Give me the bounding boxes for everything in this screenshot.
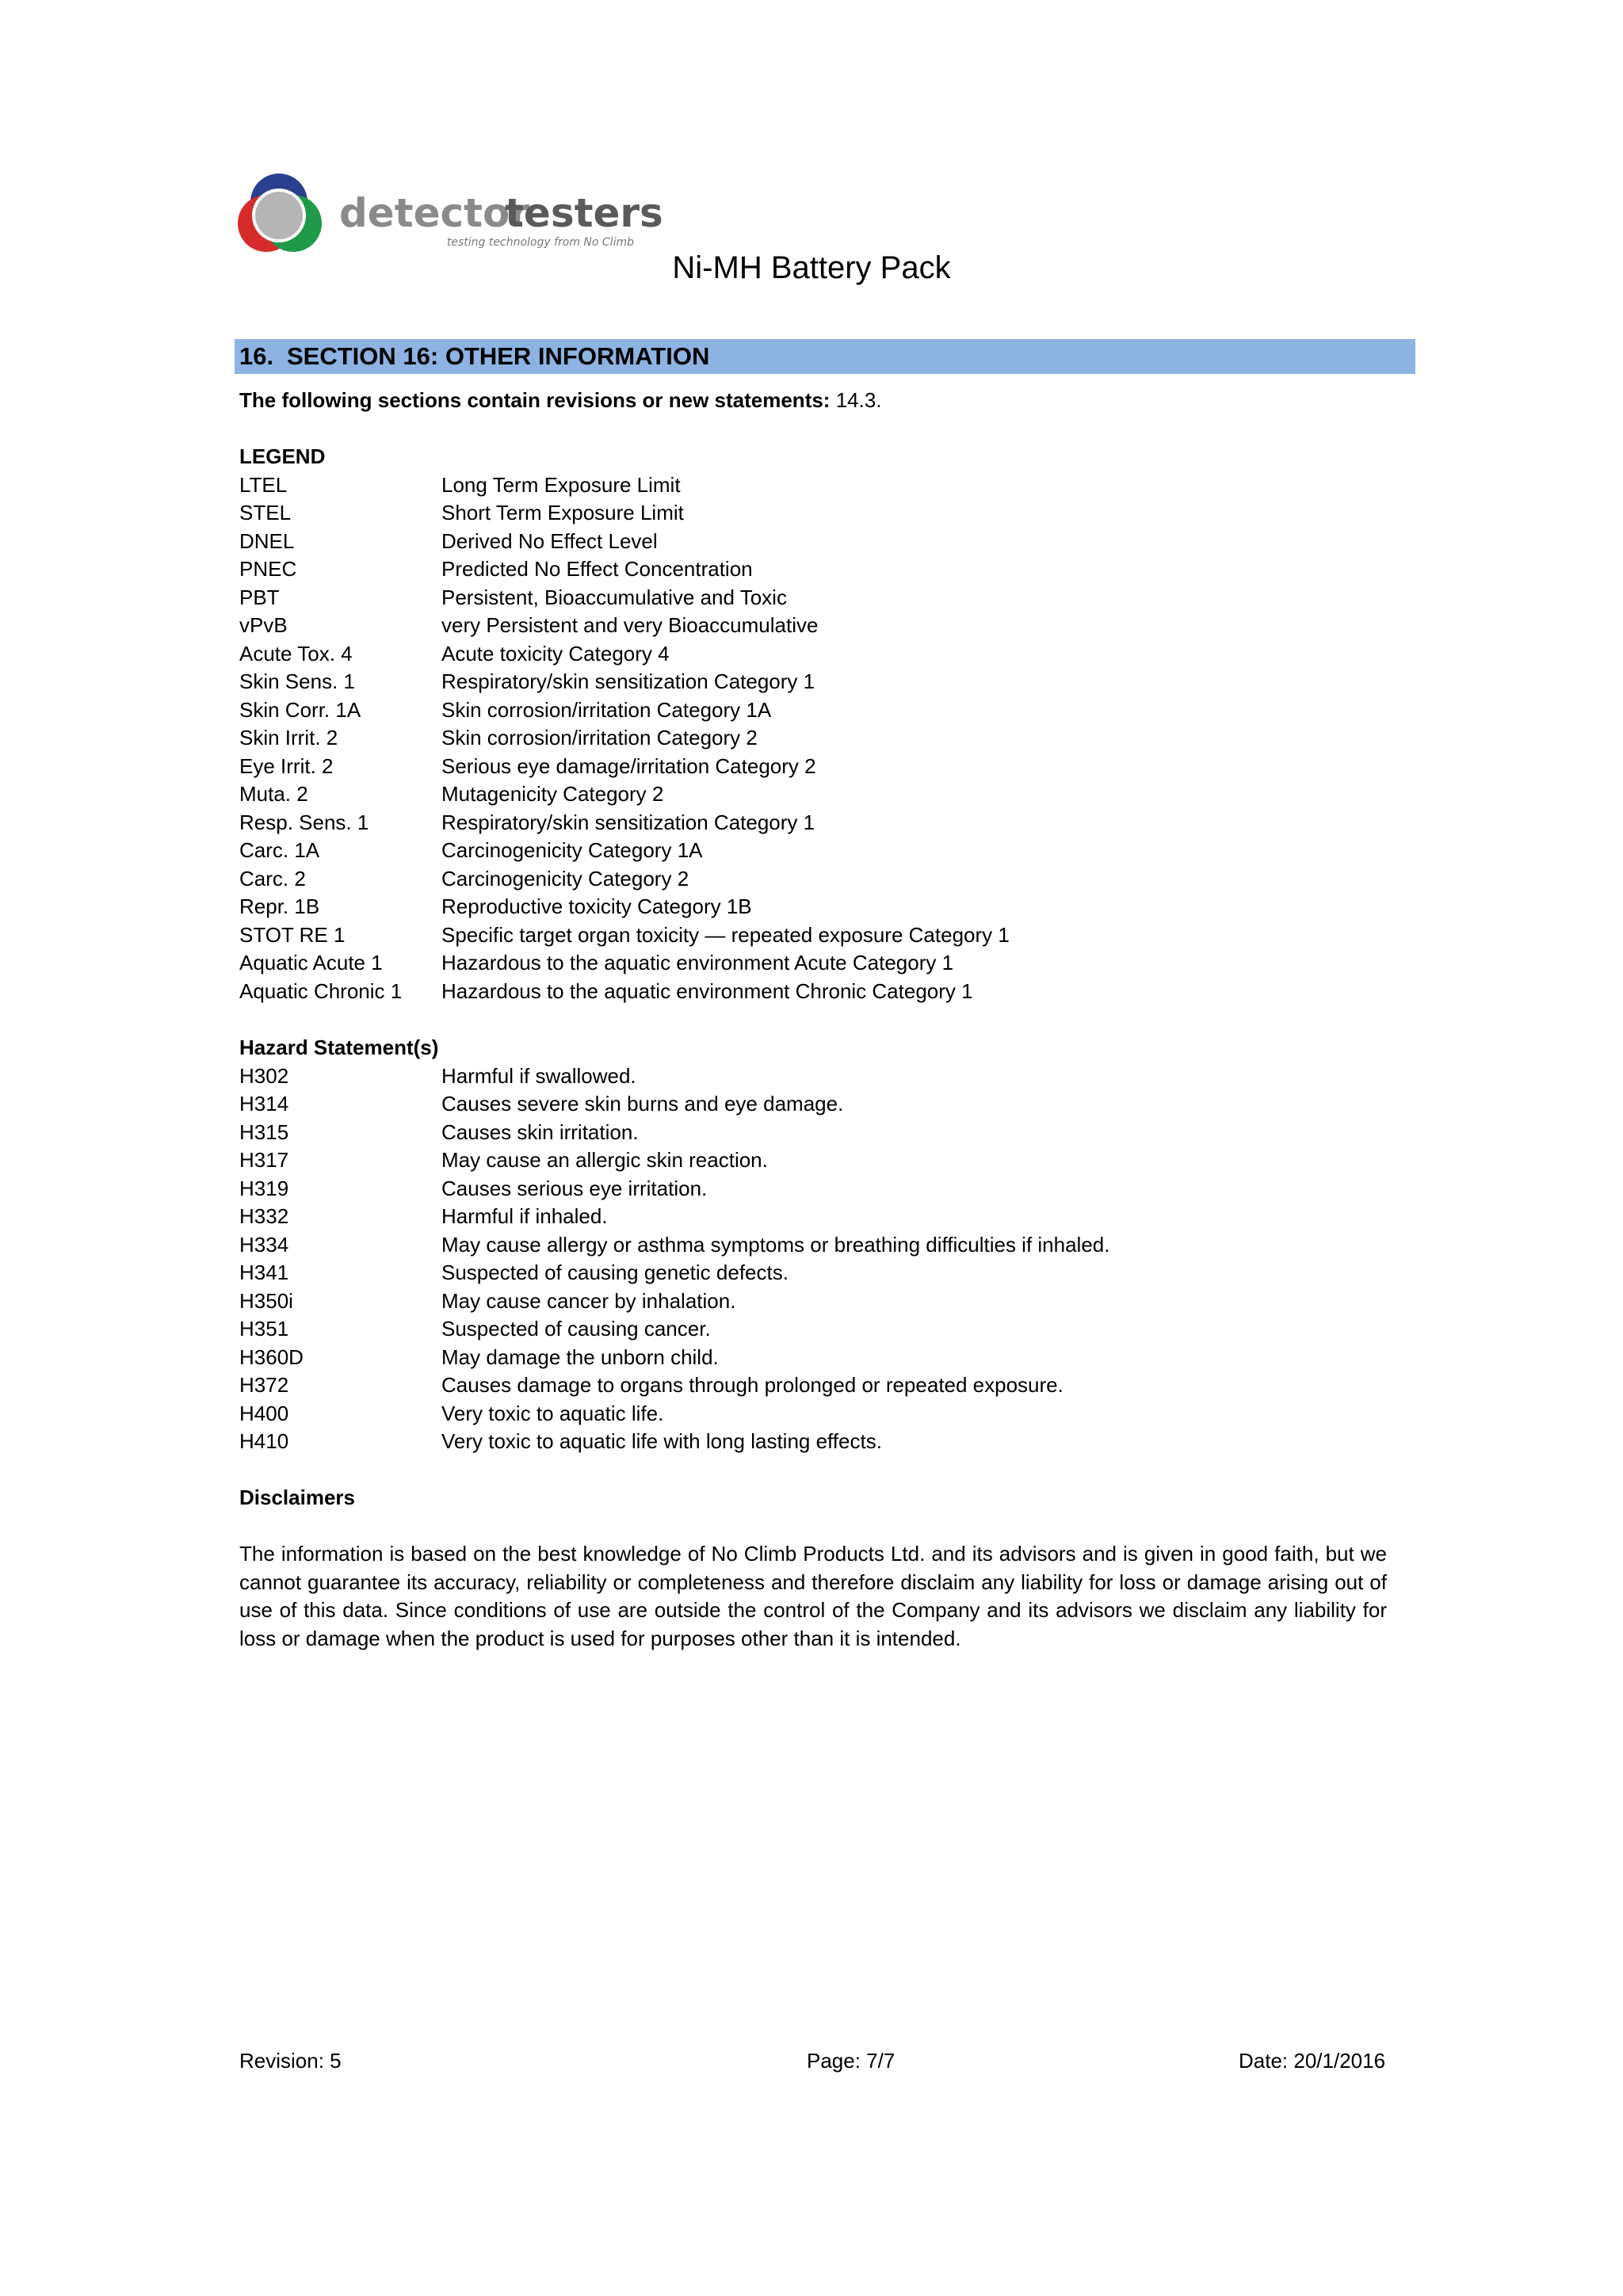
- legend-row-description: Respiratory/skin sensitization Category 1: [441, 810, 815, 834]
- hazard-row: [239, 1146, 1388, 1175]
- hazard-row-code: H372: [239, 1373, 289, 1397]
- hazard-row-description: Causes serious eye irritation.: [441, 1176, 708, 1200]
- hazard-row-code: H410: [239, 1429, 289, 1453]
- legend-row-description: Derived No Effect Level: [441, 528, 658, 553]
- legend-row-description: Hazardous to the aquatic environment Acute Category 1: [441, 951, 954, 974]
- brand-logo: [238, 168, 666, 255]
- legend-row-code: Carc. 1A: [239, 838, 320, 862]
- brand-tagline: testing technology from No Climb: [446, 236, 634, 249]
- legend-row: [239, 949, 1388, 978]
- legend-row: [239, 865, 1388, 894]
- legend-row-code: Acute Tox. 4: [239, 641, 353, 666]
- hazard-row: [239, 1090, 1388, 1119]
- hazard-row: [239, 1400, 1388, 1428]
- legend-row: [239, 696, 1388, 725]
- disclaimers-heading: Disclaimers: [239, 1486, 355, 1509]
- legend-row: [239, 893, 1388, 921]
- section-header: [235, 339, 1415, 374]
- hazard-row-description: May damage the unborn child.: [441, 1344, 719, 1369]
- section-number: 16.: [239, 342, 274, 370]
- brand-name-part2: testers: [505, 190, 663, 236]
- hazard-row-code: H315: [239, 1119, 289, 1144]
- hazard-row-description: Harmful if inhaled.: [441, 1204, 608, 1228]
- hazard-row-description: May cause an allergic skin reaction.: [441, 1148, 768, 1172]
- hazard-heading: Hazard Statement(s): [239, 1035, 439, 1059]
- legend-row: [239, 809, 1388, 837]
- hazard-row: [239, 1287, 1388, 1316]
- legend-row: [239, 753, 1388, 781]
- legend-row-description: Persistent, Bioaccumulative and Toxic: [441, 585, 787, 609]
- legend-row-code: Skin Corr. 1A: [239, 697, 361, 722]
- legend-block: [239, 443, 1388, 1005]
- hazard-row: [239, 1428, 1388, 1456]
- legend-row: [239, 978, 1388, 1006]
- hazard-row-description: May cause cancer by inhalation.: [441, 1288, 736, 1313]
- hazard-row-code: H319: [239, 1176, 289, 1200]
- legend-row-description: very Persistent and very Bioaccumulative: [441, 613, 819, 637]
- legend-row: [239, 640, 1388, 669]
- document-title: Ni-MH Battery Pack: [672, 250, 951, 285]
- hazard-row: [239, 1315, 1388, 1344]
- legend-row-description: Acute toxicity Category 4: [441, 641, 670, 666]
- legend-row-code: vPvB: [239, 613, 288, 637]
- legend-row-code: Eye Irrit. 2: [239, 753, 334, 778]
- logo-grey-circle: [255, 192, 303, 239]
- hazard-row-code: H332: [239, 1204, 289, 1228]
- legend-row: [239, 584, 1388, 612]
- hazard-row: [239, 1119, 1388, 1147]
- legend-row-description: Hazardous to the aquatic environment Chronic Category 1: [441, 978, 973, 1003]
- hazard-row-description: May cause allergy or asthma symptoms or breathing difficulties if inhaled.: [441, 1232, 1110, 1257]
- legend-row-description: Long Term Exposure Limit: [441, 472, 681, 497]
- legend-row-code: Resp. Sens. 1: [239, 810, 369, 834]
- footer-date: Date: 20/1/2016: [1239, 2049, 1386, 2073]
- legend-row-description: Skin corrosion/irritation Category 2: [441, 726, 758, 749]
- legend-row-description: Respiratory/skin sensitization Category 1: [441, 669, 815, 693]
- revisions-value: 14.3.: [835, 388, 882, 412]
- footer-page-number: Page: 7/7: [807, 2049, 896, 2073]
- hazard-row-description: Causes skin irritation.: [441, 1119, 639, 1144]
- legend-row-code: Aquatic Chronic 1: [239, 978, 403, 1003]
- legend-row-code: PBT: [239, 585, 280, 609]
- hazard-statements-block: [239, 1034, 1388, 1456]
- hazard-row: [239, 1371, 1388, 1400]
- legend-row: [239, 837, 1388, 865]
- section-title: SECTION 16: OTHER INFORMATION: [287, 342, 710, 370]
- legend-row-code: Carc. 2: [239, 866, 306, 891]
- hazard-row-code: H334: [239, 1232, 289, 1257]
- legend-row: [239, 921, 1388, 950]
- hazard-row: [239, 1175, 1388, 1203]
- legend-row-description: Skin corrosion/irritation Category 1A: [441, 697, 772, 722]
- legend-row-code: LTEL: [239, 472, 288, 497]
- legend-row: [239, 668, 1388, 696]
- legend-row-description: Specific target organ toxicity — repeated exposure Category 1: [441, 922, 1010, 947]
- legend-row-description: Serious eye damage/irritation Category 2: [441, 753, 816, 778]
- legend-row-code: DNEL: [239, 528, 295, 553]
- hazard-list: [239, 1062, 1388, 1456]
- brand-name-part1: detector: [339, 190, 530, 236]
- hazard-row: [239, 1259, 1388, 1287]
- revisions-statement: [239, 387, 1388, 415]
- legend-row-code: Skin Irrit. 2: [239, 726, 338, 749]
- legend-row-code: PNEC: [239, 557, 297, 581]
- hazard-row: [239, 1203, 1388, 1231]
- hazard-row-code: H351: [239, 1317, 289, 1341]
- legend-row-code: Repr. 1B: [239, 894, 320, 918]
- hazard-row: [239, 1062, 1388, 1091]
- legend-row-description: Carcinogenicity Category 1A: [441, 838, 703, 862]
- hazard-row: [239, 1344, 1388, 1372]
- hazard-row-code: H400: [239, 1401, 289, 1425]
- hazard-row-code: H341: [239, 1261, 289, 1284]
- legend-row-code: Skin Sens. 1: [239, 669, 355, 693]
- legend-row: [239, 471, 1388, 500]
- legend-row: [239, 555, 1388, 584]
- hazard-row-description: Suspected of causing genetic defects.: [441, 1261, 789, 1284]
- hazard-row-code: H302: [239, 1063, 289, 1088]
- hazard-row-code: H350i: [239, 1288, 293, 1313]
- hazard-row-code: H317: [239, 1148, 289, 1172]
- footer-revision: Revision: 5: [239, 2049, 342, 2073]
- hazard-row-description: Very toxic to aquatic life with long lasting effects.: [441, 1429, 882, 1453]
- legend-list: [239, 471, 1388, 1006]
- hazard-row: [239, 1231, 1388, 1260]
- revisions-label: The following sections contain revisions or new statements:: [239, 388, 831, 412]
- legend-row-description: Short Term Exposure Limit: [441, 501, 684, 524]
- legend-row-code: Muta. 2: [239, 782, 308, 806]
- legend-row-description: Carcinogenicity Category 2: [441, 866, 689, 891]
- legend-row-description: Reproductive toxicity Category 1B: [441, 894, 752, 918]
- legend-row-description: Mutagenicity Category 2: [441, 782, 664, 806]
- legend-row: [239, 499, 1388, 528]
- legend-row: [239, 780, 1388, 809]
- hazard-row-description: Harmful if swallowed.: [441, 1063, 636, 1088]
- legend-row-description: Predicted No Effect Concentration: [441, 557, 753, 581]
- legend-row-code: Aquatic Acute 1: [239, 951, 383, 974]
- legend-row: [239, 724, 1388, 753]
- hazard-row-description: Very toxic to aquatic life.: [441, 1401, 664, 1425]
- hazard-row-code: H360D: [239, 1344, 304, 1369]
- hazard-row-code: H314: [239, 1092, 289, 1116]
- legend-row-code: STOT RE 1: [239, 922, 346, 947]
- hazard-row-description: Causes damage to organs through prolonged or repeated exposure.: [441, 1373, 1064, 1397]
- legend-row: [239, 528, 1388, 556]
- hazard-row-description: Causes severe skin burns and eye damage.: [441, 1092, 844, 1116]
- legend-row: [239, 612, 1388, 640]
- disclaimers-text: The information is based on the best knowledge of No Climb Products Ltd. and its advisors and is given in good faith, but we cannot guarantee its accuracy, reliability or completeness and therefore disclaim any liability for loss or damage arising out of use of this data. Since conditions of use are outside the control of the Company and its advisors we disclaim any liability for loss or damage when the product is used for purposes other than it is intended.: [239, 1542, 1387, 1650]
- legend-row-code: STEL: [239, 501, 292, 524]
- legend-heading: LEGEND: [239, 444, 326, 468]
- hazard-row-description: Suspected of causing cancer.: [441, 1317, 711, 1341]
